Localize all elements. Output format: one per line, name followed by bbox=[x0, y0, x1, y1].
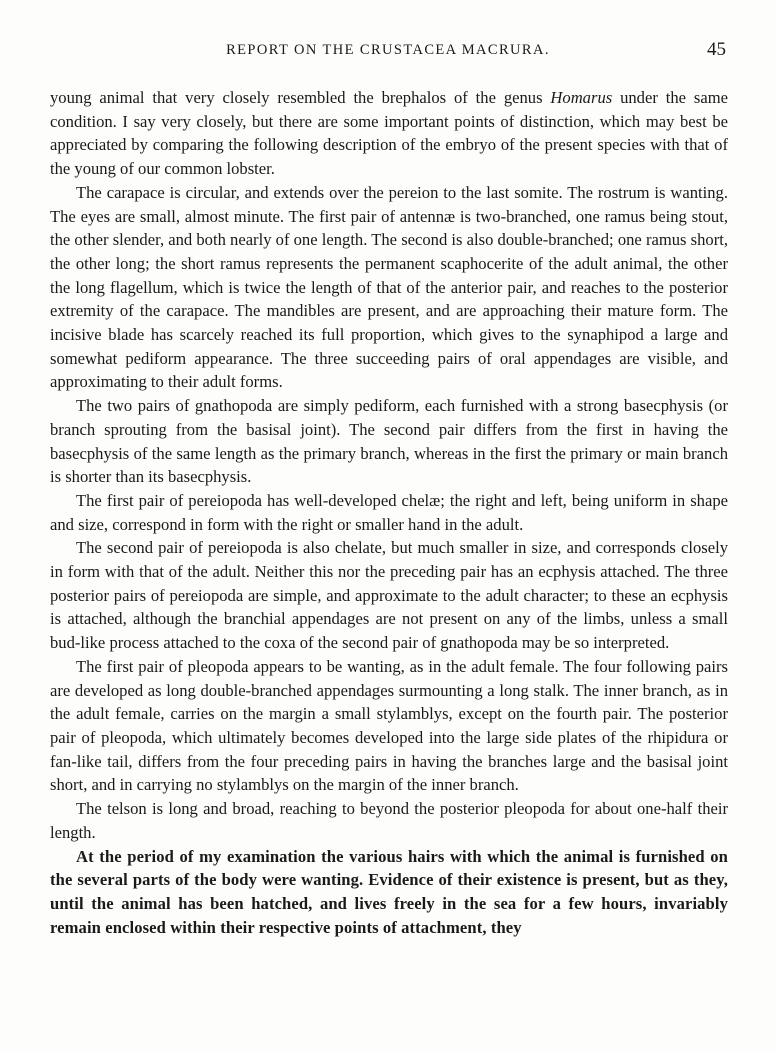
paragraph-hairs: At the period of my examination the various hairs with which the animal is furnished on the several parts of the body were wanting. Evidence of their existence is present, but as they, until the animal has been hatched, and lives freely in the sea for a few hours, invariably remain enclosed within their respective points of attachment, they bbox=[50, 846, 728, 937]
paragraph-first-pereiopoda: The first pair of pereiopoda has well-developed chelæ; the right and left, being uniform in shape and size, correspond in form with the right or smaller hand in the adult. bbox=[50, 490, 728, 534]
page-number: 45 bbox=[707, 39, 726, 60]
paragraph-telson: The telson is long and broad, reaching to beyond the posterior pleopoda for about one-half their length. bbox=[50, 799, 728, 842]
genus-name: Homarus bbox=[550, 88, 613, 107]
paragraph-carapace: The carapace is circular, and extends over the pereion to the last somite. The rostrum is wanting. The eyes are small, almost minute. The first pair of antennæ is two-branched, one ramus being stout, the other slender, and both nearly of one length. The second is also double-branched; one ramus short, the other long; the short ramus represents the permanent scaphocerite of the adult animal, the other the long flagellum, which is twice the length of that of the anterior pair, and reaches to the posterior extremity of the carapace. The mandibles are present, and are approaching their mature form. The incisive blade has scarcely reached its full proportion, which gives to the synaphipod a large and somewhat pediform appearance. The three succeeding pairs of oral appendages are visible, and approximating to their adult forms. bbox=[50, 182, 728, 392]
paragraph-continuation bbox=[50, 86, 728, 181]
body-text bbox=[50, 86, 728, 939]
page-header bbox=[50, 39, 726, 66]
paragraph-text-after: under the same condition. I say very closely, but there are some important points of distinction, which may best be appreciated by comparing the following description of the embryo of the present species with that of the young of our common lobster. bbox=[50, 88, 728, 179]
paragraph-text-before: young animal that very closely resembled the brephalos of the genus bbox=[50, 88, 551, 107]
paragraph-gnathopoda: The two pairs of gnathopoda are simply pediform, each furnished with a strong basecphysis (or branch sprouting from the basisal joint). The second pair differs from the first in having the basecphysis of the same length as the primary branch, whereas in the first the primary or main branch is shorter than its basecphysis. bbox=[50, 396, 728, 487]
paragraph-second-pereiopoda: The second pair of pereiopoda is also chelate, but much smaller in size, and corresponds closely in form with that of the adult. Neither this nor the preceding pair has an ecphysis attached. The three posterior pairs of pereiopoda are simple, and approximate to the adult character; to these an ecphysis is attached, although the branchial appendages are not present on any of the limbs, unless a small bud-like process attached to the coxa of the second pair of gnathopoda may be so interpreted. bbox=[50, 538, 728, 653]
running-title: REPORT ON THE CRUSTACEA MACRURA. bbox=[226, 42, 550, 58]
paragraph-pleopoda: The first pair of pleopoda appears to be wanting, as in the adult female. The four following pairs are developed as long double-branched appendages surmounting a long stalk. The inner branch, as in the adult female, carries on the margin a small stylamblys, except on the fourth pair. The posterior pair of pleopoda, which ultimately becomes developed into the large side plates of the rhipidura or fan-like tail, differs from the four preceding pairs in having the branches large and the basisal joint short, and in carrying no stylamblys on the margin of the inner branch. bbox=[50, 656, 728, 795]
